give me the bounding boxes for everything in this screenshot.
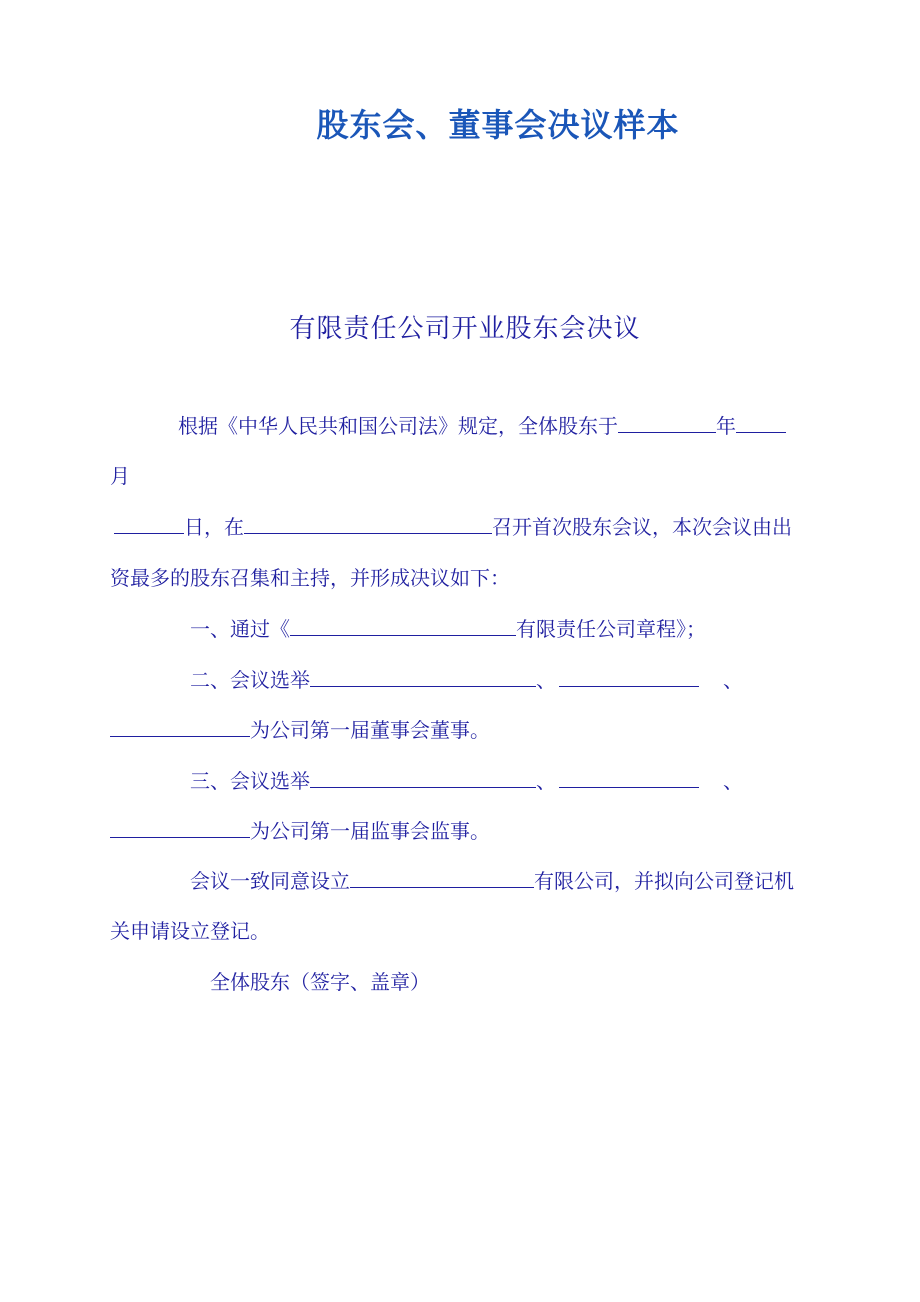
item-2-line-1 <box>190 665 743 695</box>
agreement-line-1 <box>190 866 794 896</box>
document-title: 股东会、董事会决议样本 <box>316 106 680 144</box>
item-3-line-1 <box>190 766 743 796</box>
agreement-line-2 <box>110 916 270 946</box>
intro-line-4 <box>110 563 510 593</box>
year-blank <box>618 412 716 433</box>
month-label: 月 <box>110 464 130 488</box>
item-1-prefix: 一、通过《 <box>190 617 290 641</box>
agreement-prefix: 会议一致同意设立 <box>190 869 350 893</box>
signature-line <box>210 967 430 997</box>
intro-text-1: 根据《中华人民共和国公司法》规定，全体股东于 <box>178 414 618 438</box>
item-3-sep-1: 、 <box>536 769 556 793</box>
supervisor-blank-3 <box>110 817 250 838</box>
item-2-suffix: 为公司第一届董事会董事。 <box>250 718 490 742</box>
place-blank <box>244 513 492 534</box>
director-blank-1 <box>310 666 536 687</box>
item-3-suffix: 为公司第一届监事会监事。 <box>250 819 490 843</box>
item-3-line-2 <box>110 816 490 846</box>
item-2-sep-2: 、 <box>723 668 743 692</box>
signature-label: 全体股东（签字、盖章） <box>210 970 430 994</box>
month-blank <box>736 412 786 433</box>
item-1 <box>190 614 706 644</box>
resolution-subtitle: 有限责任公司开业股东会决议 <box>289 314 641 344</box>
intro-text-3: 资最多的股东召集和主持，并形成决议如下： <box>110 566 510 590</box>
item-3-prefix: 三、会议选举 <box>190 769 310 793</box>
intro-text-2: 召开首次股东会议，本次会议由出 <box>492 515 792 539</box>
company-name-blank-2 <box>350 867 534 888</box>
item-2-prefix: 二、会议选举 <box>190 668 310 692</box>
item-2-line-2 <box>110 715 490 745</box>
intro-line-3 <box>110 512 792 542</box>
director-blank-2 <box>559 666 699 687</box>
year-label: 年 <box>716 414 736 438</box>
supervisor-blank-1 <box>310 767 536 788</box>
day-blank <box>114 513 184 534</box>
day-label: 日，在 <box>184 515 244 539</box>
agreement-suffix: 有限公司，并拟向公司登记机 <box>534 869 794 893</box>
director-blank-3 <box>110 716 250 737</box>
item-2-sep-1: 、 <box>536 668 556 692</box>
intro-line-2 <box>110 461 130 491</box>
item-3-sep-2: 、 <box>723 769 743 793</box>
supervisor-blank-2 <box>559 767 699 788</box>
company-name-blank-1 <box>290 615 516 636</box>
agreement-line-2-text: 关申请设立登记。 <box>110 919 270 943</box>
item-1-suffix: 有限责任公司章程》； <box>516 617 706 641</box>
intro-line-1 <box>178 411 786 441</box>
